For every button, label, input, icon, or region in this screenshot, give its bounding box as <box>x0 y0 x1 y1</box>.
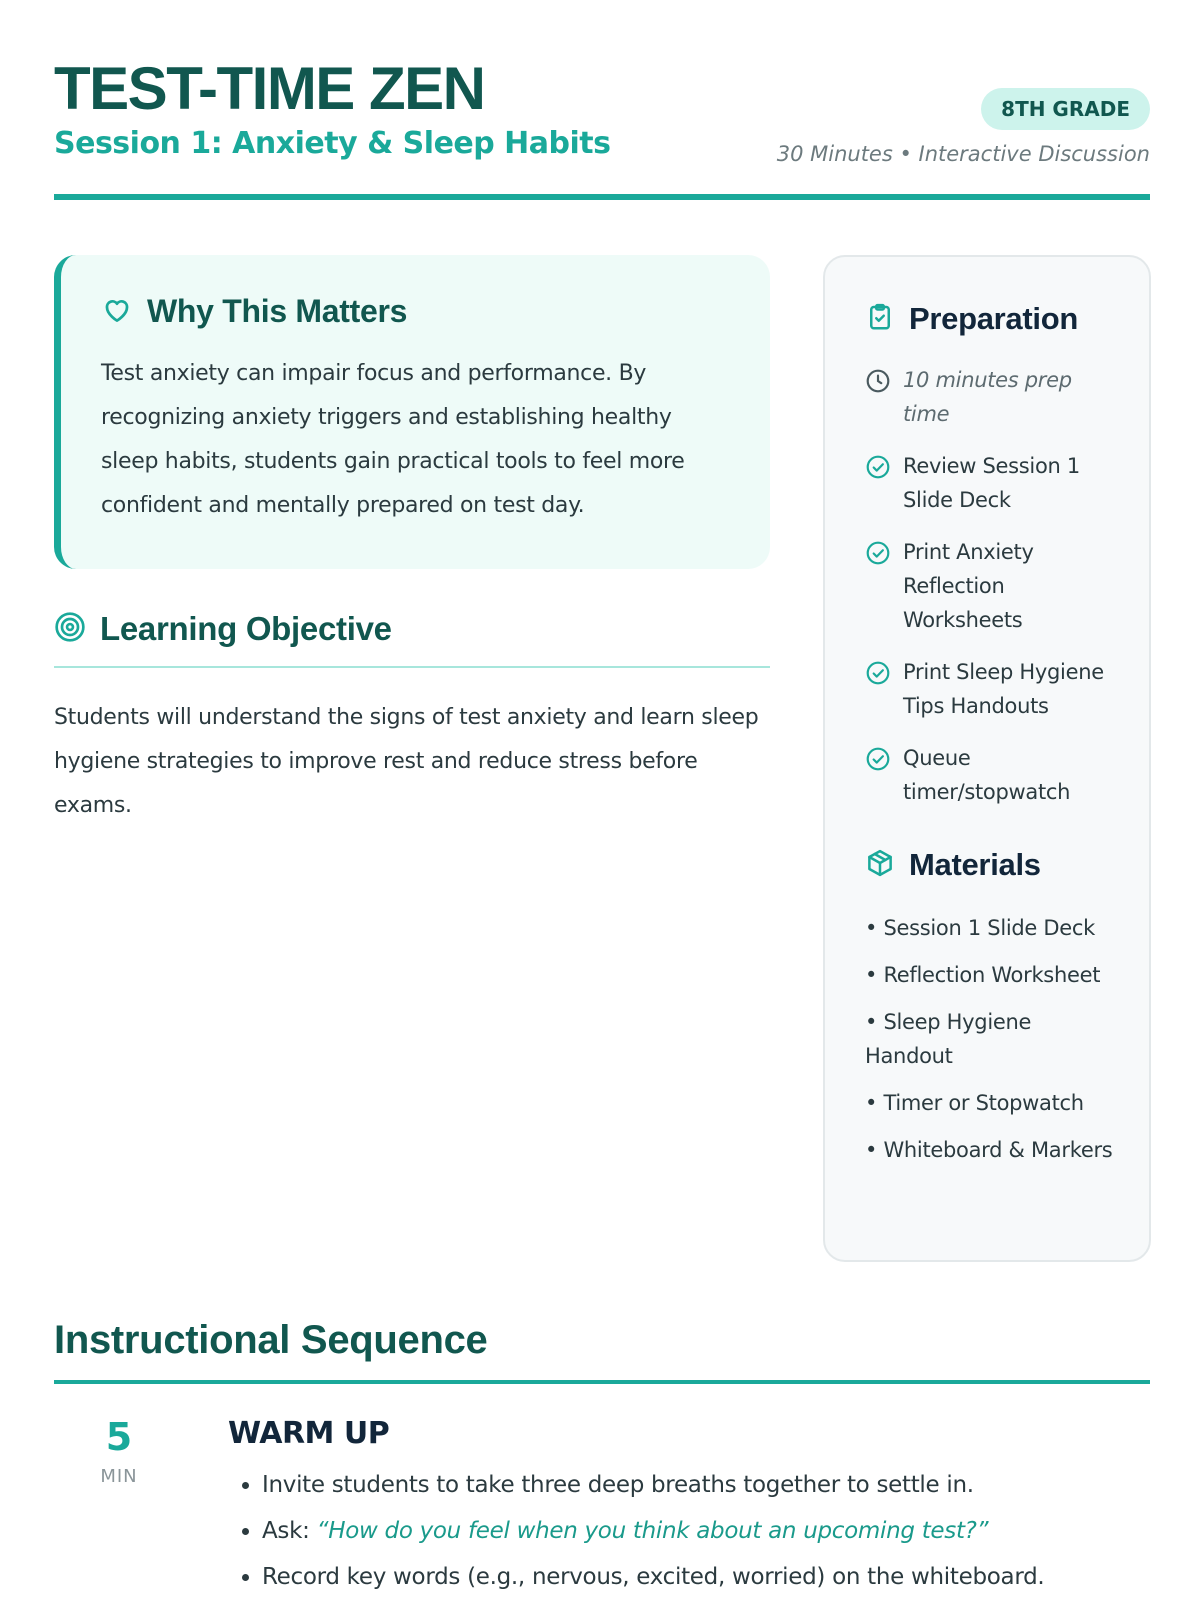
why-heading-row <box>101 293 732 330</box>
prep-item-text: 10 minutes prep time <box>903 368 1072 426</box>
list-item: • Timer or Stopwatch <box>865 1091 1084 1115</box>
grade-badge: 8TH GRADE <box>981 88 1150 130</box>
clock-icon <box>865 368 891 431</box>
prep-item-text: Print Anxiety Reflection Worksheets <box>903 540 1034 632</box>
check-circle-icon <box>865 540 891 637</box>
sequence-heading: Instructional Sequence <box>54 1318 488 1362</box>
objective-heading: Learning Objective <box>100 610 392 647</box>
why-text: Test anxiety can impair focus and performance. By recognizing anxiety triggers and establishing healthy sleep habits, students gain practical tools to feel more confident and mentally prepared on test day. <box>101 361 685 518</box>
list-item <box>865 363 1119 431</box>
step-title: WARM UP <box>228 1416 390 1451</box>
page-title: TEST-TIME ZEN <box>54 55 485 122</box>
preparation-heading-row <box>865 301 1119 337</box>
check-circle-icon <box>865 454 891 517</box>
preparation-materials-card <box>823 255 1151 1262</box>
package-icon <box>865 847 895 883</box>
prep-item-text: Queue timer/stopwatch <box>903 746 1071 804</box>
list-item <box>262 1508 1148 1554</box>
step-bullets <box>228 1462 1148 1600</box>
session-meta: 30 Minutes • Interactive Discussion <box>776 142 1150 166</box>
ask-prefix: Ask: <box>262 1518 317 1544</box>
page-header <box>54 50 1150 200</box>
discussion-quote: “How do you feel when you think about an upcoming test?” <box>316 1518 989 1544</box>
list-item: • Reflection Worksheet <box>865 963 1101 987</box>
step-duration <box>54 1414 184 1487</box>
list-item <box>865 655 1119 723</box>
objective-text: Students will understand the signs of test anxiety and learn sleep hygiene strategies to improve rest and reduce stress before exams. <box>54 705 759 818</box>
materials-heading-row <box>865 847 1119 883</box>
preparation-heading: Preparation <box>909 301 1078 336</box>
learning-objective-section <box>54 610 770 828</box>
list-item: • Record key words (e.g., nervous, excited, worried) on the whiteboard. <box>262 1554 1148 1600</box>
preparation-list <box>865 363 1119 809</box>
heart-icon <box>101 295 133 329</box>
list-item: • Session 1 Slide Deck <box>865 916 1096 940</box>
sequence-step <box>54 1414 1150 1600</box>
prep-item-text: Review Session 1 Slide Deck <box>903 454 1080 512</box>
clipboard-check-icon <box>865 301 895 337</box>
list-item <box>865 741 1119 809</box>
why-this-matters-card <box>54 255 770 569</box>
check-circle-icon <box>865 746 891 809</box>
materials-list <box>865 911 1119 1167</box>
session-subtitle: Session 1: Anxiety & Sleep Habits <box>54 126 611 161</box>
step-unit: MIN <box>100 1466 138 1487</box>
target-icon <box>54 611 86 647</box>
prep-item-text: Print Sleep Hygiene Tips Handouts <box>903 660 1104 718</box>
check-circle-icon <box>865 660 891 723</box>
sequence-heading-row <box>54 1316 1150 1384</box>
list-item: • Invite students to take three deep breaths together to settle in. <box>262 1462 1148 1508</box>
list-item: • Sleep Hygiene Handout <box>865 1010 1032 1068</box>
list-item <box>865 449 1119 517</box>
materials-section <box>865 847 1119 1167</box>
instructional-sequence-section <box>54 1316 1150 1600</box>
why-heading: Why This Matters <box>147 293 408 329</box>
step-body <box>228 1414 1148 1600</box>
step-minutes: 5 <box>105 1415 133 1459</box>
objective-heading-row <box>54 610 770 668</box>
materials-heading: Materials <box>909 847 1041 882</box>
list-item: • Whiteboard & Markers <box>865 1138 1113 1162</box>
list-item <box>865 535 1119 637</box>
